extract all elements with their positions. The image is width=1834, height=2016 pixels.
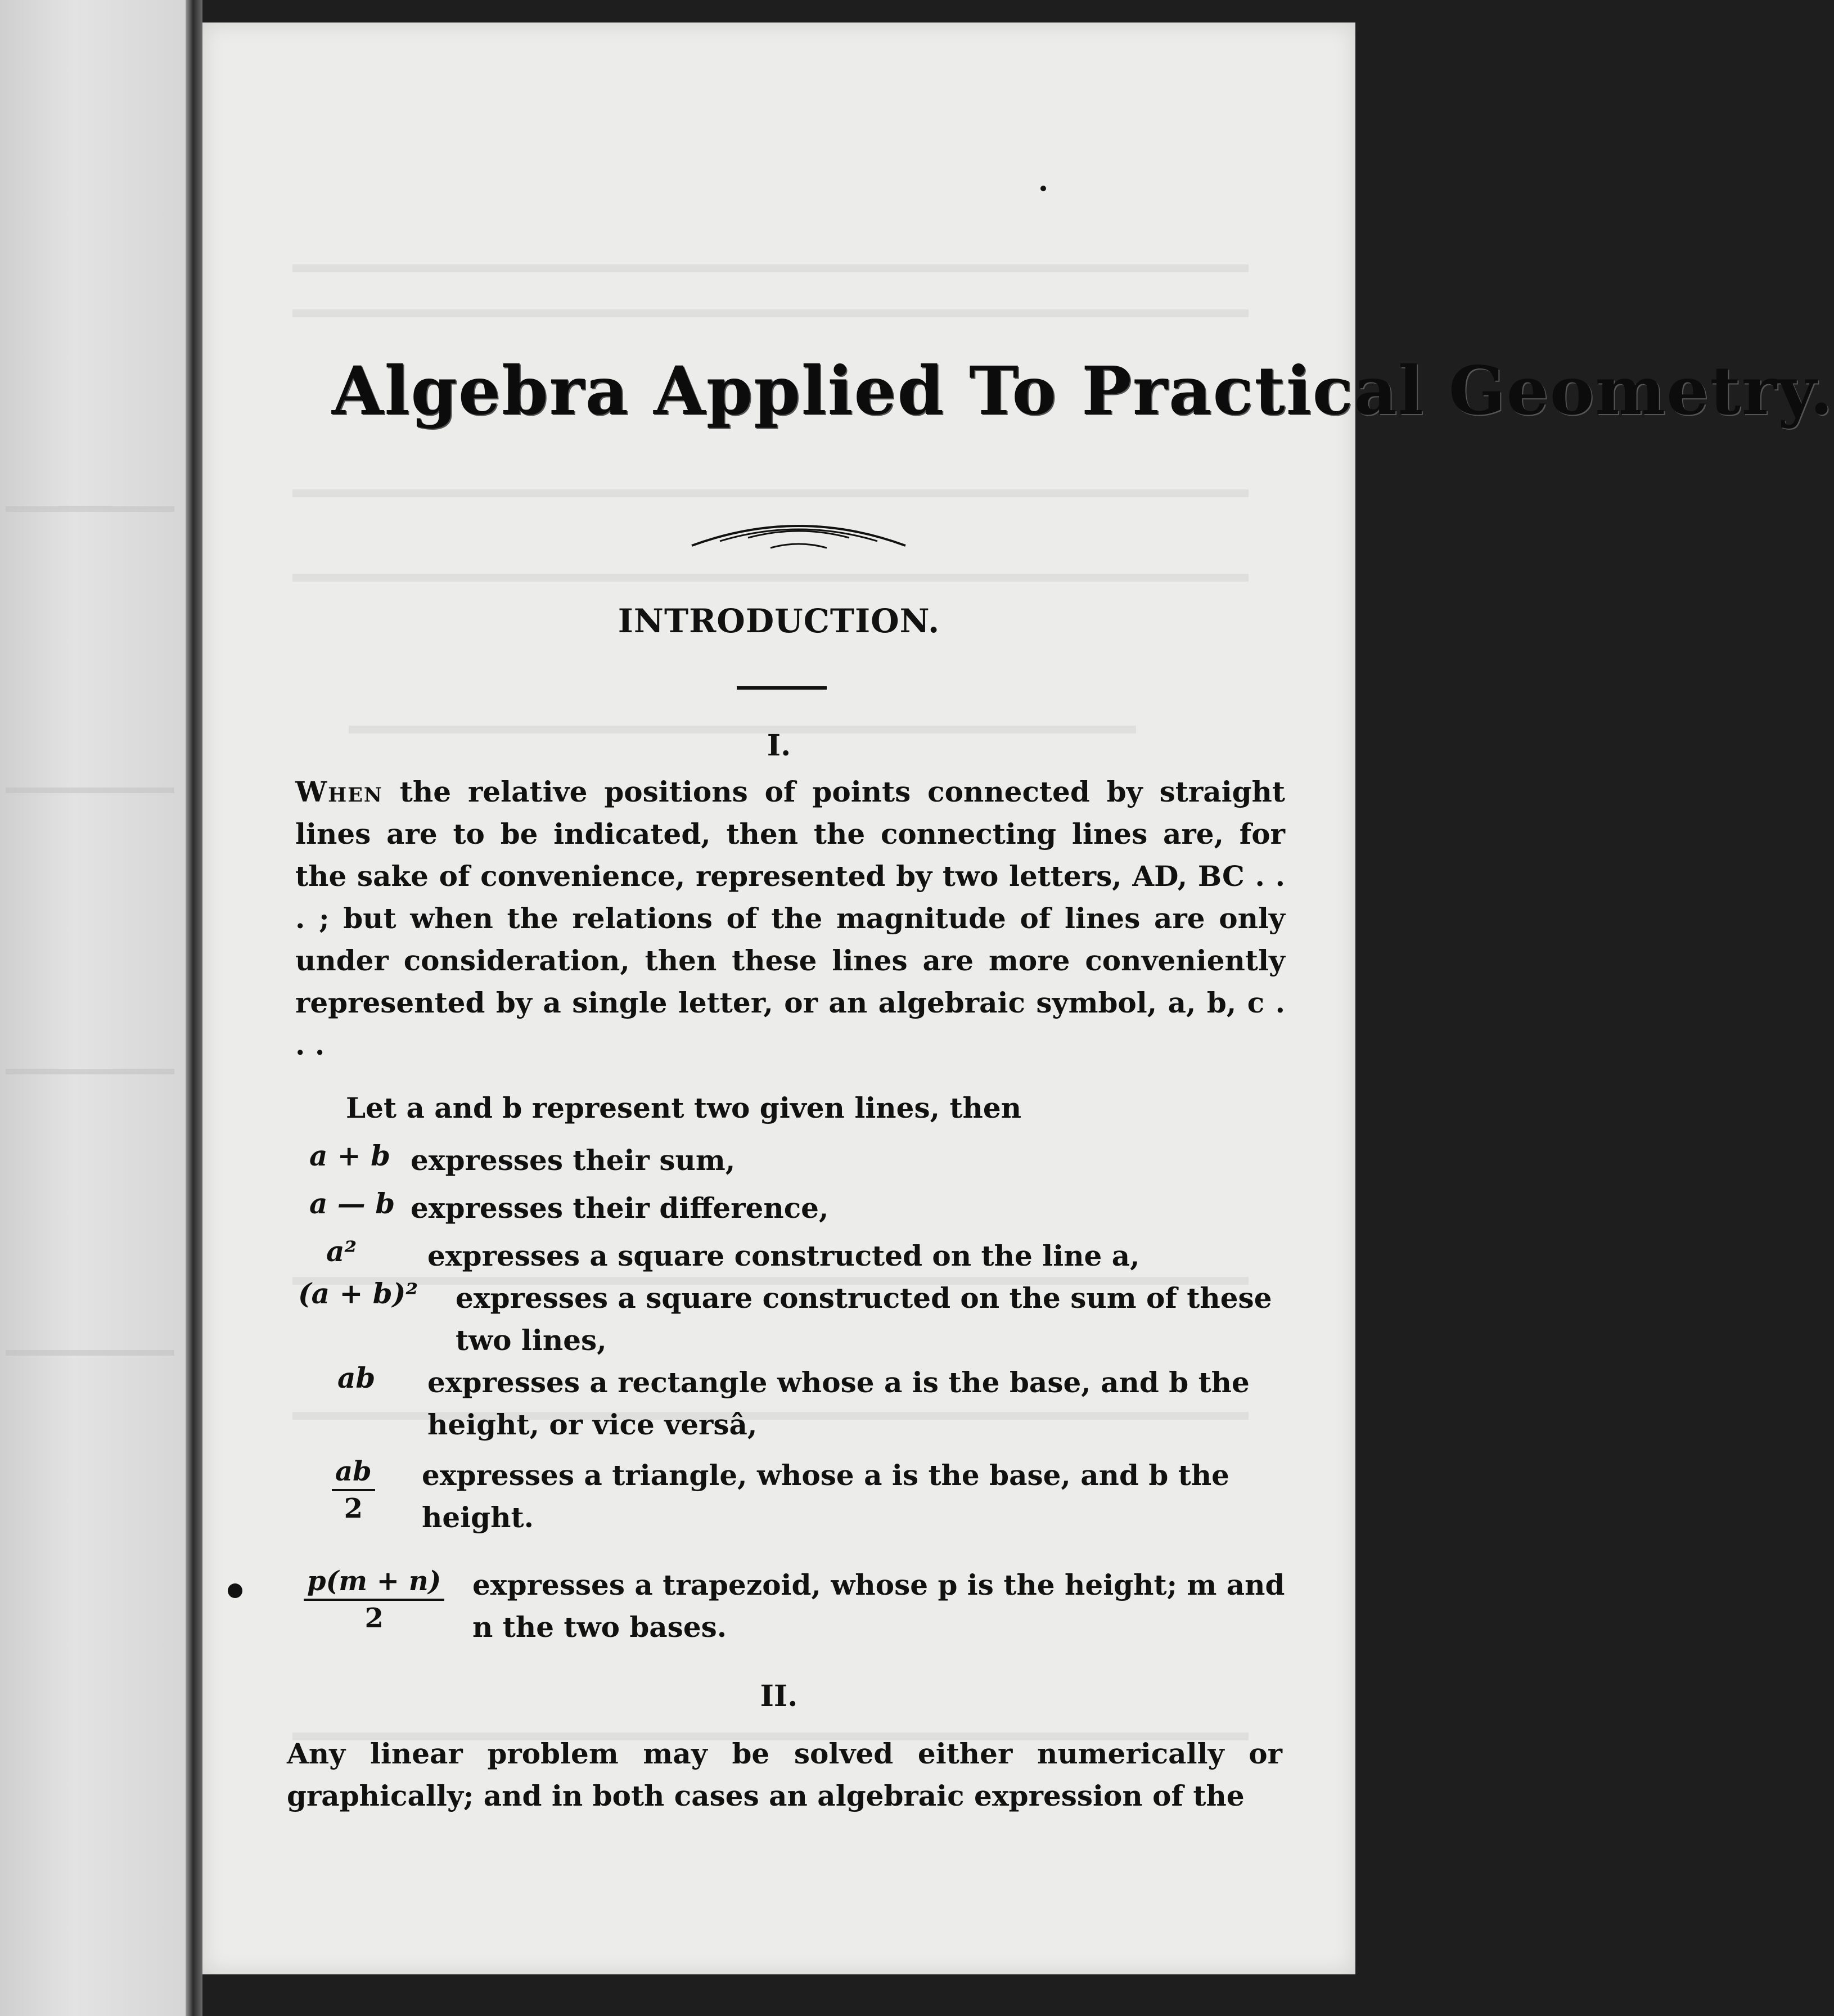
heading-rule (737, 686, 827, 690)
ornament-flourish (686, 512, 911, 557)
expression: a + b (309, 1139, 391, 1172)
expression: (a + b)² (298, 1277, 418, 1310)
fraction-denominator: 2 (344, 1493, 363, 1524)
expression-row (309, 1235, 1294, 1280)
expression: ab (337, 1361, 376, 1394)
expression-description: expresses a trapezoid, whose p is the height; m and n the two bases. (472, 1568, 1285, 1644)
section-heading: INTRODUCTION. (618, 602, 940, 640)
paragraph-1-text: the relative positions of points connected by straight lines are to be indicated, then the connecting lines are, for the sake of convenience, represented by two letters, AD, BC . . . ; but when the relations of the magnitude of lines are only under consideration, then these lines are more conveniently represented by a single letter, or an algebraic symbol, a, b, c . . . (295, 775, 1285, 1061)
fraction-numerator: p(m + n) (304, 1564, 444, 1601)
expression-row (309, 1187, 1294, 1232)
ink-blot (228, 1583, 242, 1598)
expression-description: expresses a square constructed on the sum of these two lines, (456, 1281, 1272, 1357)
paragraph-2: Any linear problem may be solved either numerically or graphically; and in both cases an algebraic expression of the (287, 1737, 1282, 1812)
expression-description: expresses their difference, (411, 1191, 829, 1225)
page-title: Algebra Applied To Practical Geometry. (332, 352, 1834, 430)
section-numeral-2: II. (760, 1679, 798, 1713)
fraction (304, 1564, 444, 1636)
expression-row (298, 1277, 1294, 1361)
book-spine (186, 0, 202, 2016)
expression: a² (326, 1235, 357, 1268)
title-banner (332, 321, 1834, 461)
expression-description: expresses a square constructed on the line a, (427, 1239, 1140, 1272)
expression: a — b (309, 1187, 395, 1220)
fraction (332, 1454, 375, 1526)
fraction-denominator: 2 (364, 1603, 384, 1634)
intro-line: Let a and b represent two given lines, then (346, 1091, 1022, 1124)
expression-row (309, 1564, 1294, 1648)
fraction-numerator: ab (332, 1454, 375, 1491)
expression-description: expresses their sum, (411, 1144, 736, 1177)
expression-description: expresses a rectangle whose a is the base, and b the height, or vice versâ, (427, 1366, 1250, 1441)
section-numeral-1: I. (767, 728, 791, 763)
left-page-edge (0, 0, 186, 2016)
page (202, 22, 1834, 1974)
expression-row (309, 1454, 1294, 1538)
paragraph-lead-word: When (295, 775, 383, 808)
expression-row (309, 1361, 1294, 1446)
ink-speck (1040, 186, 1046, 191)
expression-row (309, 1139, 1294, 1184)
expression-description: expresses a triangle, whose a is the base, and b the height. (422, 1459, 1229, 1534)
paragraph-1 (295, 771, 1285, 1066)
